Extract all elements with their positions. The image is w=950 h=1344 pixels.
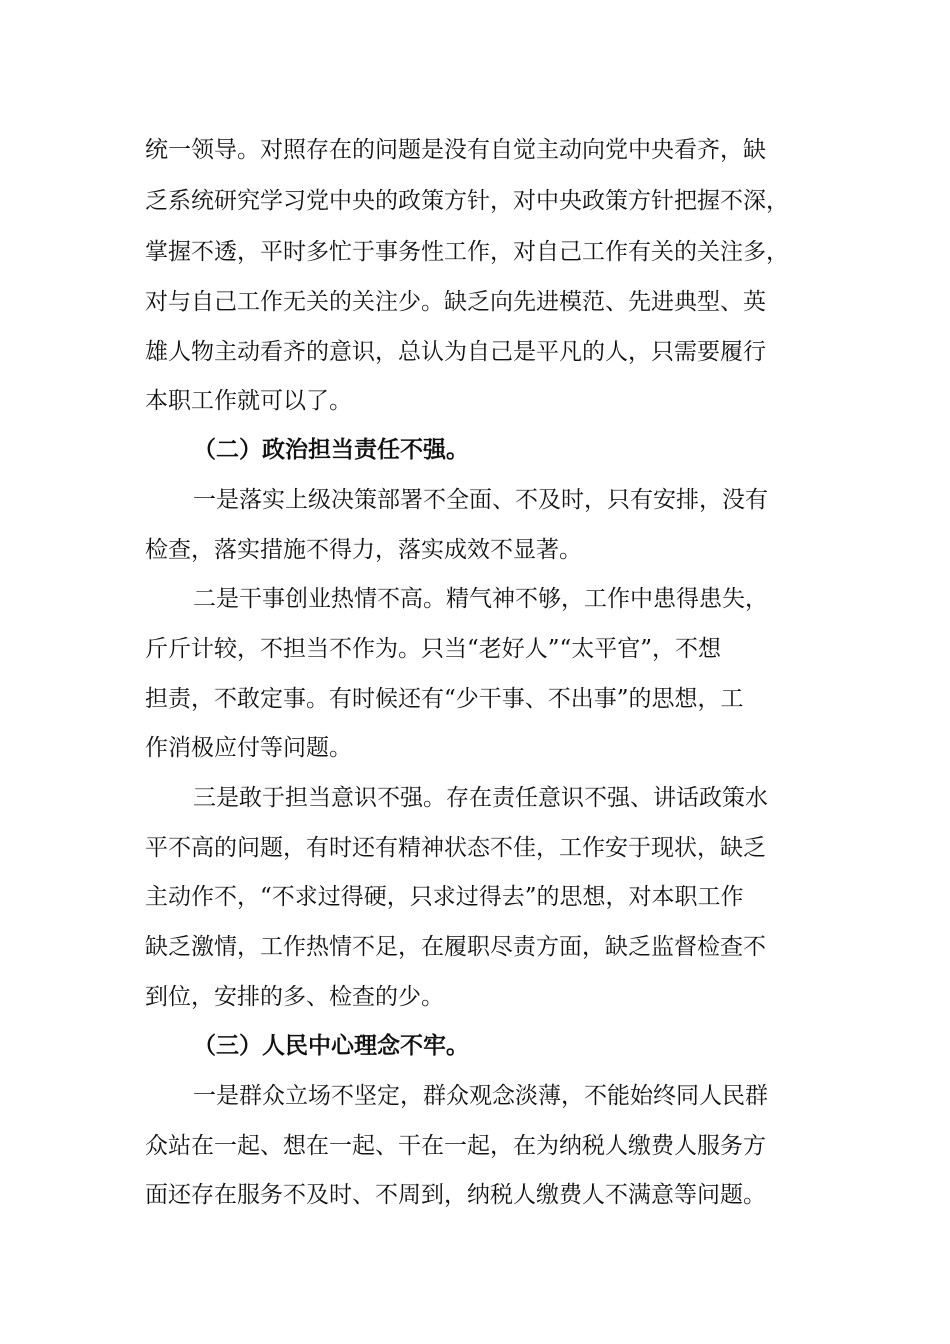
paragraph-line: 三是敢于担当意识不强。存在责任意识不强、讲话政策水 [193,785,768,811]
paragraph-line: 面还存在服务不及时、不周到，纳税人缴费人不满意等问题。 [145,1182,766,1208]
paragraph-line: 乏系统研究学习党中央的政策方针，对中央政策方针把握不深， [145,188,789,214]
paragraph-line: 斤斤计较，不担当不作为。只当“老好人”“太平官”，不想 [145,636,722,662]
paragraph-line: 平不高的问题，有时还有精神状态不佳，工作安于现状，缺乏 [145,835,766,861]
paragraph-line: 掌握不透，平时多忙于事务性工作，对自己工作有关的关注多， [145,239,789,265]
paragraph-line: 担责，不敢定事。有时候还有“少干事、不出事”的思想，工 [145,686,744,712]
paragraph-line: 到位，安排的多、检查的少。 [145,984,444,1010]
paragraph-line: 对与自己工作无关的关注少。缺乏向先进模范、先进典型、英 [145,289,766,315]
paragraph-line: 本职工作就可以了。 [145,388,352,414]
paragraph-line: 一是落实上级决策部署不全面、不及时，只有安排，没有 [193,487,768,513]
paragraph-line: 主动作不，“不求过得硬，只求过得去”的思想，对本职工作 [145,884,744,910]
section-heading: （二）政治担当责任不强。 [193,437,469,463]
paragraph-line: 雄人物主动看齐的意识，总认为自己是平凡的人，只需要履行 [145,339,766,365]
paragraph-line: 缺乏激情，工作热情不足，在履职尽责方面，缺乏监督检查不 [145,934,766,960]
paragraph-line: 一是群众立场不坚定，群众观念淡薄，不能始终同人民群 [193,1083,768,1109]
paragraph-line: 众站在一起、想在一起、干在一起，在为纳税人缴费人服务方 [145,1133,766,1159]
section-heading: （三）人民中心理念不牢。 [193,1033,469,1059]
paragraph-line: 检查，落实措施不得力，落实成效不显著。 [145,537,582,563]
paragraph-line: 统一领导。对照存在的问题是没有自觉主动向党中央看齐，缺 [145,137,766,163]
paragraph-line: 作消极应付等问题。 [145,735,352,761]
paragraph-line: 二是干事创业热情不高。精气神不够，工作中患得患失， [193,586,768,612]
